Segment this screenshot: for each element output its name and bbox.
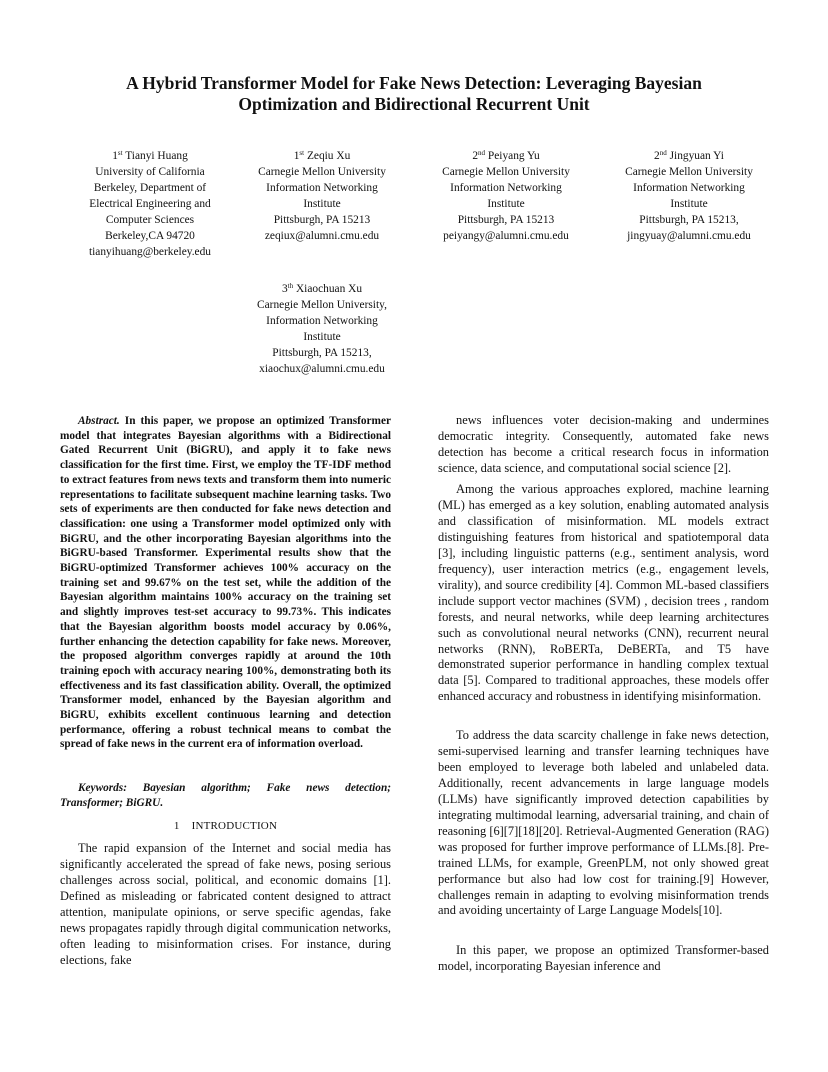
author-block-2 [227,148,417,244]
paper-title-line-2: Optimization and Bidirectional Recurrent Unit [238,94,590,114]
author-affiliation-line: Carnegie Mellon University, [257,299,387,311]
author-ordinal-suffix: st [117,149,123,157]
author-name-line [411,148,601,164]
author-block-3 [411,148,601,244]
author-ordinal: 2 [472,150,479,162]
author-ordinal-suffix: th [287,282,294,290]
author-affiliation-line: Berkeley,CA 94720 [105,230,195,242]
author-block-5 [227,281,417,377]
paragraph-right-3: To address the data scarcity challenge in fake news detection, semi-supervised learning and transfer learning techniques have been employed to leverage both labeled and unlabeled data. Additionally, recent advancements in large language models (LLMs) have significantly improved detection capabilities by integrating multimodal learning, adversarial training, and chain of reasoning [6][7][18][20]. Retrieval-Augmented Generation (RAG) was proposed for further improve performance of LLMs.[8]. Pre-trained LLMs, for example, GreenPLM, not only showed great performance but also had low cost for training.[9] However, challenges remain in adapting to evolving misinformation trends and avoiding uncertainty of Large Language Models[10]. [438,728,769,918]
author-email: peiyangy@alumni.cmu.edu [443,230,569,242]
author-affiliation-line: Information Networking [266,315,378,327]
author-ordinal-suffix: nd [659,149,667,157]
author-ordinal: 2 [654,150,660,162]
author-name-line [227,148,417,164]
author-name-line [594,148,784,164]
author-affiliation-line: Information Networking [450,182,562,194]
author-affiliation-line: Pittsburgh, PA 15213 [273,214,371,226]
paragraph-right-2: Among the various approaches explored, machine learning (ML) has emerged as a key solution, enabling automated analysis and classification of misinformation. ML models extract distinguishing features from historical and spatiotemporal data [3], including linguistic patterns (e.g., sentiment analysis, word frequency), user interaction metrics (e.g., engagement levels, virality), and source credibility [4]. Common ML-based classifiers include support vector machines (SVM) , decision trees , random forests, and neural networks, while deep learning architectures such as convolutional neural networks (CNN), recurrent neural networks (RNN), RoBERTa, DeBERTa, and T5 have demonstrated superior performance in handling complex textual data [5]. Compared to traditional approaches, these models offer enhanced accuracy and robustness in identifying misinformation. [438,482,769,704]
section-heading [60,820,391,832]
author-affiliation-line: Pittsburgh, PA 15213, [272,347,372,359]
author-block-4 [594,148,784,244]
author-email: zeqiux@alumni.cmu.edu [264,230,380,242]
author-name-line [55,148,245,164]
abstract-text: In this paper, we propose an optimized Transformer model that integrates Bayesian algorithms with a Bidirectional Gated Recurrent Unit (BiGRU), and apply it to fake news classification for the first time. First, we employ the TF-IDF method to extract features from news texts and transform them into numeric representations to facilitate subsequent machine learning tasks. Two sets of experiments are then conducted for fake news detection and classification: one using a Transformer model optimized only with BiGRU, and the other incorporating Bayesian algorithms into the BiGRU-based Transformer. Experimental results show that the BiGRU-optimized Transformer achieves 100% accuracy on the training set and 99.67% on the test set, while the addition of the Bayesian algorithm maintains 100% accuracy on the training set and slightly improves test-set accuracy to 99.73%. This indicates that the Bayesian algorithm boosts model accuracy by 0.06%, further enhancing the detection capability for fake news. Moreover, the proposed algorithm converges rapidly at around the 10th training epoch with accuracy nearing 100%, demonstrating both its effectiveness and its fast classification ability. Overall, the optimized Transformer model, enhanced by the Bayesian algorithm and BiGRU, exhibits excellent continuous learning and detection performance, offering a robust technical means to combat the spread of fake news in the current era of information overload. [60,415,391,751]
keywords [60,781,391,810]
author-ordinal-suffix: nd [478,149,486,157]
author-affiliation-line: Institute [487,198,525,210]
author-affiliation-line: Pittsburgh, PA 15213, [639,214,739,226]
author-affiliation-line: Information Networking [633,182,745,194]
author-name: Peiyang Yu [487,150,540,162]
keywords-label: Keywords: [78,782,127,794]
keywords-text: Bayesian algorithm; Fake news detection; Transformer; BiGRU. [60,782,391,809]
author-affiliation-line: University of California [95,166,205,178]
author-affiliation-line: Pittsburgh, PA 15213 [457,214,555,226]
author-ordinal: 1 [293,150,300,162]
author-name: Xiaochuan Xu [295,283,363,295]
author-ordinal: 3 [281,283,288,295]
author-affiliation-line: Electrical Engineering and [89,198,211,210]
section-number: 1 [173,820,180,832]
author-name: Zeqiu Xu [306,150,351,162]
author-affiliation-line: Carnegie Mellon University [442,166,570,178]
author-block-1 [55,148,245,260]
abstract-label: Abstract. [78,415,120,427]
author-email: tianyihuang@berkeley.edu [88,246,212,258]
author-affiliation-line: Carnegie Mellon University [258,166,386,178]
paragraph-left-1: The rapid expansion of the Internet and social media has significantly accelerated the spread of fake news, posing serious challenges across social, political, and economic domains [1]. Defined as misleading or fabricated content designed to attract attention, manipulate opinions, or serve specific agendas, fake news propagates rapidly through digital communication networks, often leading to misinformation crises. For instance, during elections, fake [60,841,391,967]
paper-title [60,73,768,115]
section-title: INTRODUCTION [191,820,278,832]
author-affiliation-line: Computer Sciences [105,214,195,226]
author-name-line [227,281,417,297]
author-name: Jingyuan Yi [669,150,724,162]
author-name: Tianyi Huang [125,150,188,162]
author-affiliation-line: Carnegie Mellon University [625,166,753,178]
author-affiliation-line: Information Networking [266,182,378,194]
abstract [60,414,391,752]
paragraph-right-1: news influences voter decision-making and undermines democratic integrity. Consequently, automated fake news detection has become a critical research focus in information science, data science, and computational social science [2]. [438,413,769,475]
author-affiliation-line: Berkeley, Department of [93,182,207,194]
author-affiliation-line: Institute [303,331,341,343]
paragraph-right-4: In this paper, we propose an optimized Transformer-based model, incorporating Bayesian inference and [438,943,769,973]
author-affiliation-line: Institute [670,198,708,210]
author-ordinal: 1 [112,150,118,162]
paper-title-line-1: A Hybrid Transformer Model for Fake News Detection: Leveraging Bayesian [126,73,702,93]
author-affiliation-line: Institute [303,198,341,210]
author-email: xiaochux@alumni.cmu.edu [259,363,385,375]
author-email: jingyuay@alumni.cmu.edu [627,230,751,242]
author-ordinal-suffix: st [299,149,305,157]
